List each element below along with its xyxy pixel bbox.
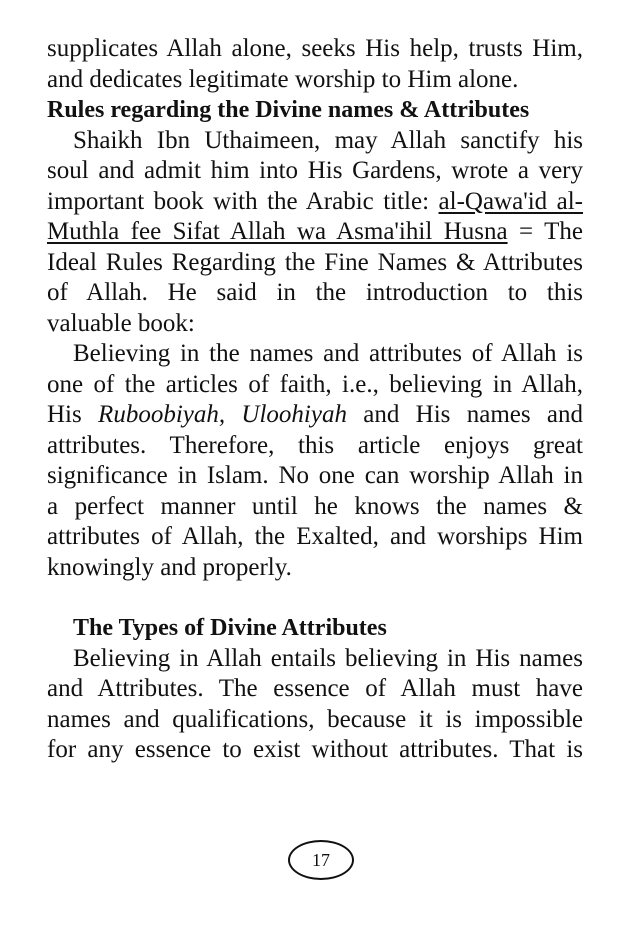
text-line: Shaikh Ibn Uthaimeen, may Allah sanctify his [73, 126, 583, 154]
text-line: supplicates Allah alone, seeks His help, trusts Him, [47, 35, 583, 62]
page-number: 17 [312, 849, 330, 870]
text-line [47, 400, 583, 431]
text-line: significance in Islam. No one can worship Allah in [47, 462, 583, 489]
text-line: for any essence to exist without attributes. That is [47, 736, 583, 763]
text-line: one of the articles of faith, i.e., believing in Allah, [47, 370, 583, 398]
text-line: knowingly and properly. [47, 553, 292, 581]
text-line: soul and admit him into His Gardens, wrote a very [47, 157, 583, 184]
text-line: and dedicates legitimate worship to Him alone. [47, 65, 519, 93]
italic-terms: Ruboobiyah, Uloohiyah [98, 401, 347, 428]
section-heading-rules: Rules regarding the Divine names & Attributes [47, 97, 530, 123]
text-segment: and His names and [346, 401, 583, 428]
text-line: Believing in Allah entails believing in His names [73, 644, 583, 672]
text-line: attributes of Allah, the Exalted, and worships Him [47, 523, 583, 550]
text-segment: important book with the Arabic title: [47, 187, 439, 215]
page-body [47, 34, 583, 766]
text-line [47, 187, 583, 218]
text-line: valuable book: [47, 309, 195, 337]
section-heading-types: The Types of Divine Attributes [73, 615, 387, 641]
text-line [47, 217, 583, 248]
text-line: Ideal Rules Regarding the Fine Names & Attributes [47, 248, 583, 276]
text-line: Believing in the names and attributes of Allah is [73, 340, 583, 367]
text-line: attributes. Therefore, this article enjoys great [47, 431, 583, 459]
book-title-underlined: Muthla fee Sifat Allah wa Asma'ihil Husna [47, 218, 508, 245]
text-line: and Attributes. The essence of Allah must have [47, 675, 583, 702]
text-line: a perfect manner until he knows the names & [47, 492, 583, 520]
text-line: names and qualifications, because it is impossible [47, 705, 583, 733]
page-number-oval [288, 840, 354, 880]
text-line: of Allah. He said in the introduction to this [47, 279, 583, 306]
paragraph-gap [47, 583, 583, 613]
text-segment: = The [507, 218, 583, 245]
text-segment: His [47, 401, 99, 428]
book-title-underlined: al-Qawa'id al- [438, 187, 583, 215]
